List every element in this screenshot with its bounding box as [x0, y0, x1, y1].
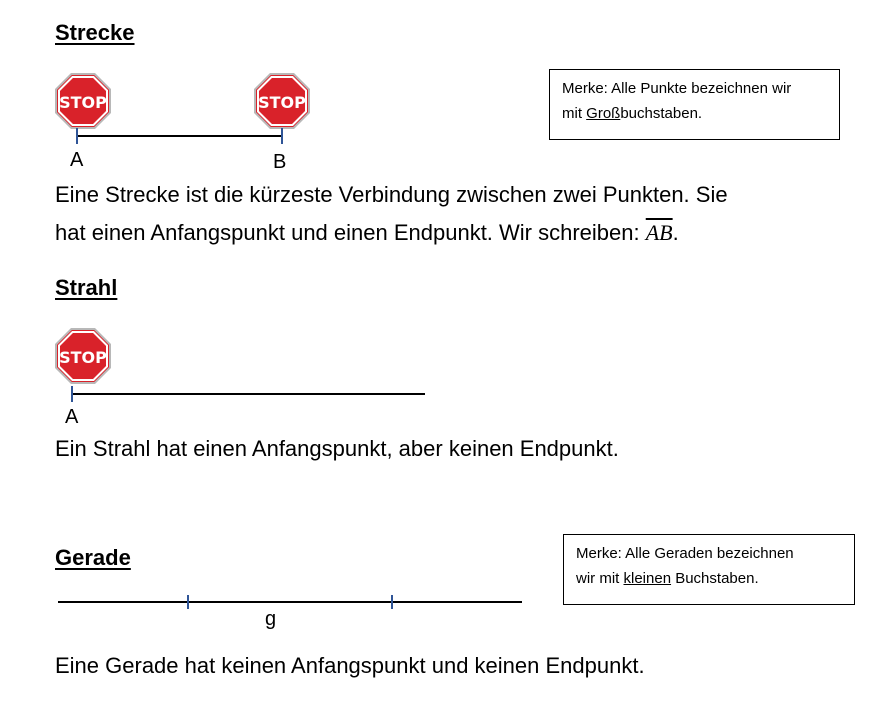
note-lines-line2-prefix: wir mit [576, 570, 624, 587]
note-points-line2-prefix: mit [562, 105, 587, 122]
note-lines [563, 534, 855, 605]
heading-strecke: Strecke [55, 20, 135, 45]
stop-sign-icon [55, 328, 111, 384]
line-label-g: g [265, 608, 277, 630]
point-b-label: B [273, 151, 287, 173]
straight-line [58, 601, 522, 603]
note-lines-line1: Merke: Alle Geraden bezeichnen [576, 545, 794, 562]
strecke-text-line2 [55, 214, 679, 252]
note-lines-line2 [576, 566, 842, 591]
note-lines-line2-suffix: Buchstaben. [671, 570, 759, 587]
segment-line [77, 135, 282, 137]
note-points-underlined: Groß [586, 105, 621, 122]
note-lines-underlined: kleinen [623, 570, 672, 587]
strecke-text-line1: Eine Strecke ist die kürzeste Verbindung zwischen zwei Punkten. Sie [55, 182, 728, 207]
gerade-text: Eine Gerade hat keinen Anfangspunkt und keinen Endpunkt. [55, 653, 645, 678]
point-a-label: A [70, 149, 84, 171]
line-tick-left [187, 595, 189, 609]
stop-sign-text: STOP [258, 93, 306, 112]
heading-gerade: Gerade [55, 545, 131, 570]
heading-strahl: Strahl [55, 275, 118, 300]
stop-sign-text: STOP [59, 93, 107, 112]
stop-sign-icon [254, 73, 310, 129]
ray-start-tick [71, 386, 73, 402]
note-points-line2-suffix: buchstaben. [620, 105, 703, 122]
stop-sign-icon [55, 73, 111, 129]
notation-ab: $\overline{AB}$ [645, 220, 673, 245]
strecke-text-line2-main: hat einen Anfangspunkt und einen Endpunkt. Wir schreiben: [55, 220, 646, 245]
line-tick-right [391, 595, 393, 609]
ray-line [72, 393, 425, 395]
note-points-line2 [562, 101, 827, 126]
strahl-text: Ein Strahl hat einen Anfangspunkt, aber keinen Endpunkt. [55, 436, 619, 461]
notation-period: . [672, 220, 679, 245]
point-b-tick [281, 128, 283, 144]
stop-sign-text: STOP [59, 348, 107, 367]
note-points-line1: Merke: Alle Punkte bezeichnen wir [562, 80, 792, 97]
note-points [549, 69, 840, 140]
point-a-tick [76, 128, 78, 144]
ray-point-a-label: A [65, 406, 79, 428]
